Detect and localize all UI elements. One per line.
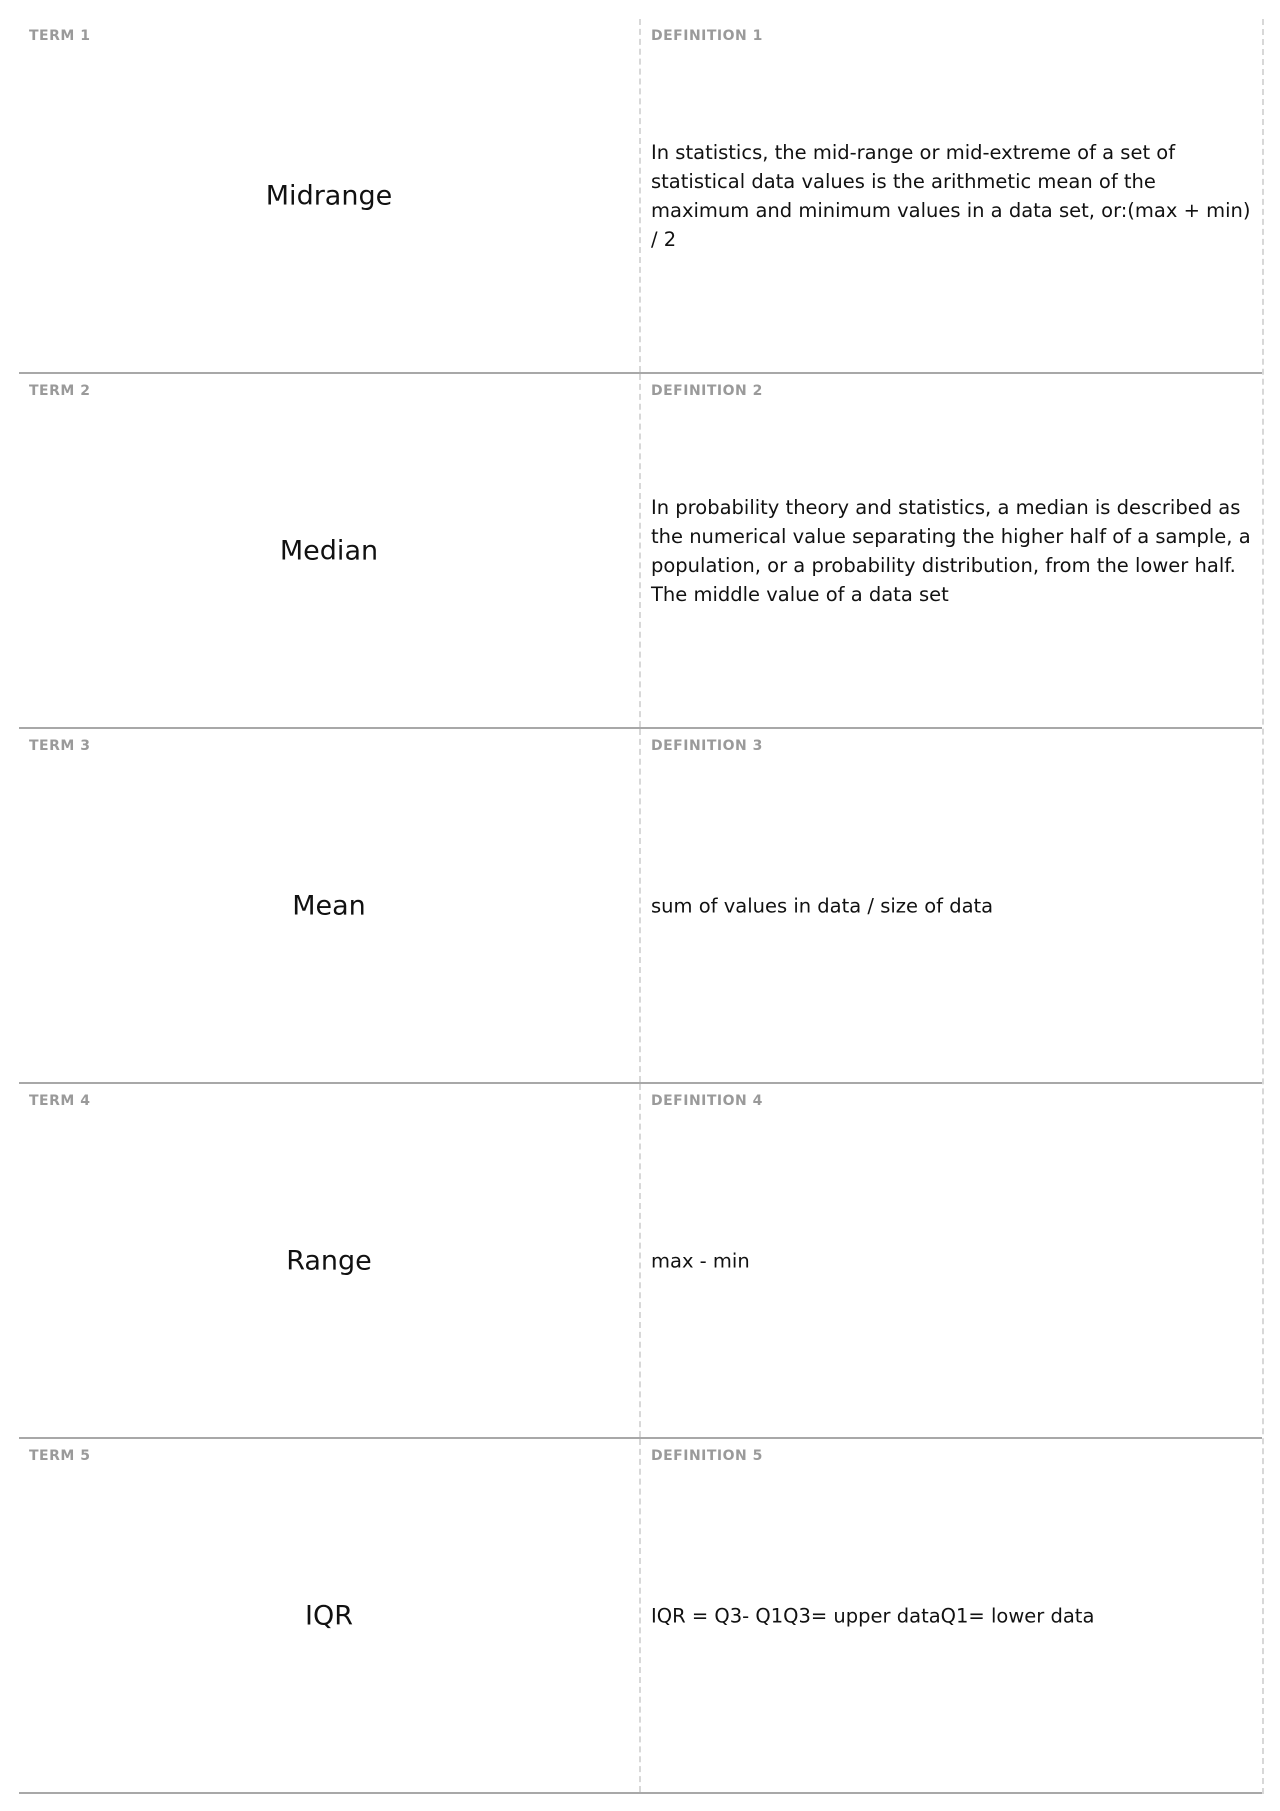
definition-label: DEFINITION 1 <box>651 28 763 44</box>
term-text: Range <box>286 1245 372 1276</box>
term-text: Midrange <box>265 180 393 211</box>
definition-cell <box>641 1084 1262 1437</box>
term-cell <box>19 19 641 372</box>
flashcard-row <box>19 729 1262 1084</box>
term-text: Mean <box>292 890 366 921</box>
term-label: TERM 1 <box>29 28 91 44</box>
definition-label: DEFINITION 3 <box>651 738 763 754</box>
term-cell <box>19 729 641 1082</box>
flashcard-row <box>19 374 1262 729</box>
flashcard-row <box>19 1084 1262 1439</box>
definition-cell <box>641 19 1262 372</box>
definition-cell <box>641 729 1262 1082</box>
term-cell <box>19 374 641 727</box>
flashcard-sheet <box>19 19 1264 1794</box>
flashcard-row <box>19 1439 1262 1794</box>
term-cell <box>19 1084 641 1437</box>
flashcard-row <box>19 19 1262 374</box>
term-cell <box>19 1439 641 1792</box>
term-text: Median <box>279 535 379 566</box>
term-label: TERM 5 <box>29 1448 91 1464</box>
term-text: IQR <box>305 1600 353 1631</box>
term-label: TERM 4 <box>29 1093 91 1109</box>
definition-label: DEFINITION 4 <box>651 1093 763 1109</box>
definition-text: IQR = Q3- Q1Q3= upper dataQ1= lower data <box>651 1604 1095 1627</box>
term-label: TERM 3 <box>29 738 91 754</box>
definition-label: DEFINITION 2 <box>651 383 763 399</box>
definition-cell <box>641 374 1262 727</box>
term-label: TERM 2 <box>29 383 91 399</box>
definition-text: In statistics, the mid-range or mid-extreme of a set of statistical data values is the arithmetic mean of the maximum and minimum values in a data set, or:(max + min) / 2 <box>651 140 1251 251</box>
definition-text: max - min <box>651 1249 750 1272</box>
definition-label: DEFINITION 5 <box>651 1448 763 1464</box>
definition-text: In probability theory and statistics, a median is described as the numerical value separating the higher half of a sample, a population, or a probability distribution, from the lower half. The middle value of a data set <box>651 495 1251 606</box>
definition-cell <box>641 1439 1262 1792</box>
definition-text: sum of values in data / size of data <box>651 894 994 917</box>
